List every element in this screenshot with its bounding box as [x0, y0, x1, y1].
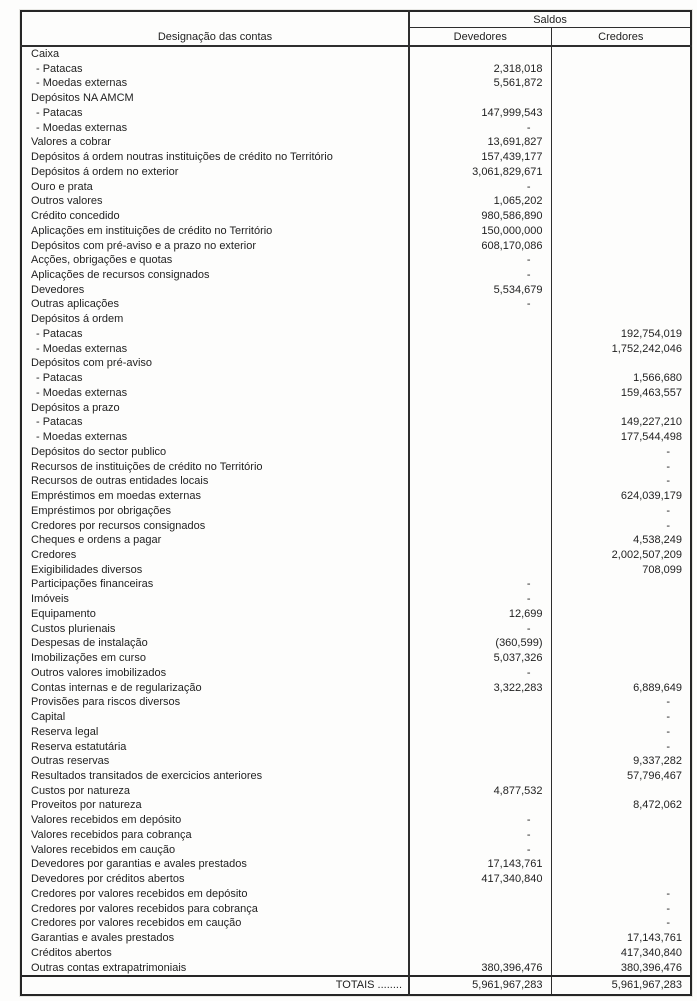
account-label: Empréstimos por obrigações [31, 504, 172, 517]
devedores-value: - [409, 577, 551, 592]
account-row [21, 165, 691, 180]
account-row [21, 283, 691, 298]
account-row [21, 239, 691, 254]
accounts-table-footer [21, 976, 691, 995]
account-label: - Moedas externas [36, 77, 128, 90]
account-label: Despesas de instalação [31, 637, 148, 650]
credores-value [551, 607, 691, 622]
credores-value: 8,472,062 [551, 798, 691, 813]
account-label: Recursos de outras entidades locais [31, 475, 209, 488]
devedores-value [409, 504, 551, 519]
devedores-value: (360,599) [409, 636, 551, 651]
account-label: Custos por natureza [31, 784, 131, 797]
account-label: Outras reservas [31, 755, 110, 768]
credores-value [551, 843, 691, 858]
credores-value [551, 784, 691, 799]
account-label: Custos plurienais [31, 622, 116, 635]
credores-value: 192,754,019 [551, 327, 691, 342]
devedores-value: 3,322,283 [409, 681, 551, 696]
account-label: Depósitos do sector publico [31, 445, 167, 458]
account-row [21, 106, 691, 121]
account-label: Credores por valores recebidos em depósito [31, 887, 248, 900]
account-row [21, 666, 691, 681]
account-label: Equipamento [31, 607, 96, 620]
account-row [21, 636, 691, 651]
account-label: Participações financeiras [31, 578, 154, 591]
credores-value [551, 857, 691, 872]
account-label: Aplicações em instituições de crédito no Território [31, 224, 273, 237]
devedores-value: - [409, 268, 551, 283]
devedores-value: - [409, 592, 551, 607]
devedores-value [409, 371, 551, 386]
credores-value: 624,039,179 [551, 489, 691, 504]
credores-value: 2,002,507,209 [551, 548, 691, 563]
account-label: Cheques e ordens a pagar [31, 534, 162, 547]
account-row [21, 371, 691, 386]
devedores-value [409, 798, 551, 813]
credores-value [551, 165, 691, 180]
account-label: Contas internas e de regularização [31, 681, 202, 694]
account-row [21, 798, 691, 813]
devedores-value: 12,699 [409, 607, 551, 622]
account-row [21, 415, 691, 430]
credores-value [551, 622, 691, 637]
account-label: Depósitos NA AMCM [31, 92, 134, 105]
account-row [21, 327, 691, 342]
credores-value: - [551, 725, 691, 740]
devedores-value: - [409, 121, 551, 136]
account-label: Ouro e prata [31, 180, 93, 193]
account-label: Reserva estatutária [31, 740, 127, 753]
credores-value: - [551, 916, 691, 931]
account-label: Caixa [31, 48, 60, 60]
account-row [21, 460, 691, 475]
account-label: Aplicações de recursos consignados [31, 269, 210, 282]
credores-value: - [551, 445, 691, 460]
account-row [21, 577, 691, 592]
devedores-value: 17,143,761 [409, 857, 551, 872]
account-label: - Moedas externas [36, 342, 128, 355]
account-row [21, 887, 691, 902]
credores-value [551, 312, 691, 327]
account-label: Outros valores [31, 195, 103, 208]
credores-value [551, 297, 691, 312]
account-label: Depósitos com pré-aviso e a prazo no exterior [31, 239, 256, 252]
accounts-table-header [21, 11, 691, 46]
devedores-value [409, 430, 551, 445]
devedores-value: 608,170,086 [409, 239, 551, 254]
column-header-saldos: Saldos [409, 11, 691, 28]
account-label: Devedores por créditos abertos [31, 873, 185, 886]
account-label: Acções, obrigações e quotas [31, 254, 173, 267]
credores-value: - [551, 460, 691, 475]
account-row [21, 430, 691, 445]
devedores-value [409, 887, 551, 902]
devedores-value: - [409, 180, 551, 195]
credores-value: 1,752,242,046 [551, 342, 691, 357]
account-row [21, 784, 691, 799]
account-label: Outras aplicações [31, 298, 120, 311]
credores-value [551, 46, 691, 62]
account-label: Resultados transitados de exercicios anteriores [31, 769, 263, 782]
credores-value [551, 106, 691, 121]
account-row [21, 46, 691, 62]
devedores-value [409, 946, 551, 961]
devedores-value: 1,065,202 [409, 194, 551, 209]
account-row [21, 961, 691, 977]
totals-devedores-value: 5,961,967,283 [409, 976, 551, 995]
devedores-value [409, 46, 551, 62]
account-row [21, 209, 691, 224]
account-row [21, 813, 691, 828]
credores-value: 4,538,249 [551, 533, 691, 548]
account-label: Valores recebidos em depósito [31, 814, 182, 827]
credores-value: - [551, 740, 691, 755]
account-label: Créditos abertos [31, 946, 112, 959]
account-row [21, 297, 691, 312]
account-label: Outras contas extrapatrimoniais [31, 961, 187, 974]
devedores-value [409, 916, 551, 931]
account-label: - Patacas [36, 62, 83, 75]
credores-value [551, 666, 691, 681]
devedores-value [409, 460, 551, 475]
devedores-value [409, 563, 551, 578]
credores-value [551, 194, 691, 209]
devedores-value [409, 356, 551, 371]
account-row [21, 592, 691, 607]
account-label: Depósitos á ordem no exterior [31, 165, 179, 178]
account-row [21, 76, 691, 91]
column-header-credores: Credores [551, 28, 691, 47]
account-row [21, 253, 691, 268]
credores-value [551, 180, 691, 195]
account-label: - Moedas externas [36, 121, 128, 134]
account-row [21, 135, 691, 150]
account-row [21, 916, 691, 931]
devedores-value: 980,586,890 [409, 209, 551, 224]
devedores-value: 5,561,872 [409, 76, 551, 91]
devedores-value: 380,396,476 [409, 961, 551, 977]
devedores-value: 4,877,532 [409, 784, 551, 799]
devedores-value [409, 725, 551, 740]
account-row [21, 386, 691, 401]
devedores-value: - [409, 813, 551, 828]
column-header-designacao: Designação das contas [21, 11, 409, 46]
devedores-value [409, 312, 551, 327]
account-row [21, 150, 691, 165]
account-label: - Patacas [36, 372, 83, 385]
account-label: Crédito concedido [31, 210, 120, 223]
credores-value [551, 91, 691, 106]
account-label: Valores recebidos para cobrança [31, 828, 192, 841]
account-label: Recursos de instituições de crédito no Território [31, 460, 263, 473]
credores-value: - [551, 710, 691, 725]
credores-value: - [551, 504, 691, 519]
account-row [21, 828, 691, 843]
credores-value: - [551, 695, 691, 710]
devedores-value [409, 902, 551, 917]
credores-value: 17,143,761 [551, 931, 691, 946]
account-label: Reserva legal [31, 725, 99, 738]
account-label: Outros valores imobilizados [31, 666, 167, 679]
devedores-value [409, 769, 551, 784]
account-row [21, 902, 691, 917]
credores-value [551, 356, 691, 371]
devedores-value [409, 91, 551, 106]
credores-value: 708,099 [551, 563, 691, 578]
account-row [21, 740, 691, 755]
credores-value [551, 828, 691, 843]
credores-value: 159,463,557 [551, 386, 691, 401]
account-label: Proveitos por natureza [31, 799, 142, 812]
devedores-value: 3,061,829,671 [409, 165, 551, 180]
account-label: Provisões para riscos diversos [31, 696, 181, 709]
credores-value: - [551, 902, 691, 917]
devedores-value [409, 710, 551, 725]
devedores-value [409, 327, 551, 342]
devedores-value: - [409, 666, 551, 681]
account-label: - Moedas externas [36, 431, 128, 444]
account-row [21, 356, 691, 371]
account-row [21, 91, 691, 106]
account-row [21, 857, 691, 872]
account-row [21, 474, 691, 489]
account-label: Imobilizações em curso [31, 652, 146, 665]
devedores-value [409, 342, 551, 357]
devedores-value [409, 740, 551, 755]
devedores-value: 147,999,543 [409, 106, 551, 121]
account-row [21, 695, 691, 710]
account-row [21, 548, 691, 563]
devedores-value: 5,037,326 [409, 651, 551, 666]
credores-value [551, 401, 691, 416]
credores-value [551, 209, 691, 224]
account-row [21, 312, 691, 327]
account-label: - Moedas externas [36, 386, 128, 399]
account-row [21, 622, 691, 637]
devedores-value [409, 415, 551, 430]
devedores-value [409, 401, 551, 416]
credores-value [551, 268, 691, 283]
account-label: Valores recebidos em caução [31, 843, 176, 856]
credores-value [551, 283, 691, 298]
account-label: - Patacas [36, 416, 83, 429]
credores-value: 380,396,476 [551, 961, 691, 977]
credores-value [551, 813, 691, 828]
devedores-value [409, 386, 551, 401]
credores-value [551, 253, 691, 268]
devedores-value: 157,439,177 [409, 150, 551, 165]
account-row [21, 946, 691, 961]
column-header-devedores: Devedores [409, 28, 551, 47]
account-label: Exigibilidades diversos [31, 563, 143, 576]
account-label: Credores por recursos consignados [31, 519, 206, 532]
devedores-value: 150,000,000 [409, 224, 551, 239]
devedores-value [409, 931, 551, 946]
credores-value: 149,227,210 [551, 415, 691, 430]
account-row [21, 489, 691, 504]
devedores-value [409, 474, 551, 489]
account-label: Garantias e avales prestados [31, 932, 175, 945]
credores-value [551, 872, 691, 887]
account-row [21, 769, 691, 784]
account-row [21, 62, 691, 77]
account-row [21, 121, 691, 136]
account-row [21, 607, 691, 622]
account-label: Credores por valores recebidos para cobrança [31, 902, 258, 915]
account-row [21, 754, 691, 769]
credores-value: 57,796,467 [551, 769, 691, 784]
credores-value: 417,340,840 [551, 946, 691, 961]
credores-value: 177,544,498 [551, 430, 691, 445]
credores-value [551, 651, 691, 666]
account-row [21, 533, 691, 548]
credores-value [551, 224, 691, 239]
devedores-value: - [409, 843, 551, 858]
credores-value [551, 62, 691, 77]
devedores-value: - [409, 622, 551, 637]
credores-value: 6,889,649 [551, 681, 691, 696]
account-label: Depósitos á ordem [31, 313, 124, 326]
devedores-value: 417,340,840 [409, 872, 551, 887]
credores-value [551, 121, 691, 136]
account-row [21, 504, 691, 519]
credores-value [551, 150, 691, 165]
account-label: - Patacas [36, 106, 83, 119]
account-row [21, 710, 691, 725]
account-row [21, 931, 691, 946]
credores-value [551, 135, 691, 150]
devedores-value [409, 533, 551, 548]
account-label: Depósitos com pré-aviso [31, 357, 153, 370]
devedores-value [409, 489, 551, 504]
account-label: Valores a cobrar [31, 136, 111, 149]
credores-value: - [551, 474, 691, 489]
credores-value: 1,566,680 [551, 371, 691, 386]
account-row [21, 445, 691, 460]
account-label: Devedores [31, 283, 85, 296]
devedores-value: - [409, 297, 551, 312]
account-label: Empréstimos em moedas externas [31, 490, 201, 503]
credores-value: - [551, 519, 691, 534]
credores-value [551, 577, 691, 592]
account-row [21, 268, 691, 283]
devedores-value: 2,318,018 [409, 62, 551, 77]
credores-value [551, 76, 691, 91]
account-row [21, 681, 691, 696]
account-row [21, 563, 691, 578]
account-label: Credores por valores recebidos em caução [31, 917, 242, 930]
credores-value [551, 636, 691, 651]
devedores-value [409, 754, 551, 769]
accounts-table-body [21, 46, 691, 976]
devedores-value [409, 695, 551, 710]
devedores-value: 5,534,679 [409, 283, 551, 298]
account-row [21, 180, 691, 195]
account-row [21, 194, 691, 209]
devedores-value: - [409, 828, 551, 843]
credores-value [551, 592, 691, 607]
accounts-table [20, 10, 692, 996]
account-label: Credores [31, 548, 77, 561]
account-row [21, 224, 691, 239]
totals-row [21, 976, 691, 995]
account-label: - Patacas [36, 327, 83, 340]
account-row [21, 725, 691, 740]
account-row [21, 401, 691, 416]
account-label: Devedores por garantias e avales prestados [31, 858, 247, 871]
devedores-value [409, 548, 551, 563]
credores-value [551, 239, 691, 254]
account-label: Depósitos a prazo [31, 401, 120, 414]
totals-credores-value: 5,961,967,283 [551, 976, 691, 995]
credores-value: - [551, 887, 691, 902]
account-label: Imóveis [31, 593, 69, 606]
totals-label: TOTAIS ........ [21, 976, 409, 995]
devedores-value [409, 445, 551, 460]
account-label: Depósitos á ordem noutras instituições de crédito no Território [31, 151, 333, 164]
devedores-value: - [409, 253, 551, 268]
account-row [21, 843, 691, 858]
credores-value: 9,337,282 [551, 754, 691, 769]
account-row [21, 651, 691, 666]
account-row [21, 872, 691, 887]
devedores-value: 13,691,827 [409, 135, 551, 150]
account-row [21, 342, 691, 357]
account-row [21, 519, 691, 534]
devedores-value [409, 519, 551, 534]
account-label: Capital [31, 711, 66, 724]
